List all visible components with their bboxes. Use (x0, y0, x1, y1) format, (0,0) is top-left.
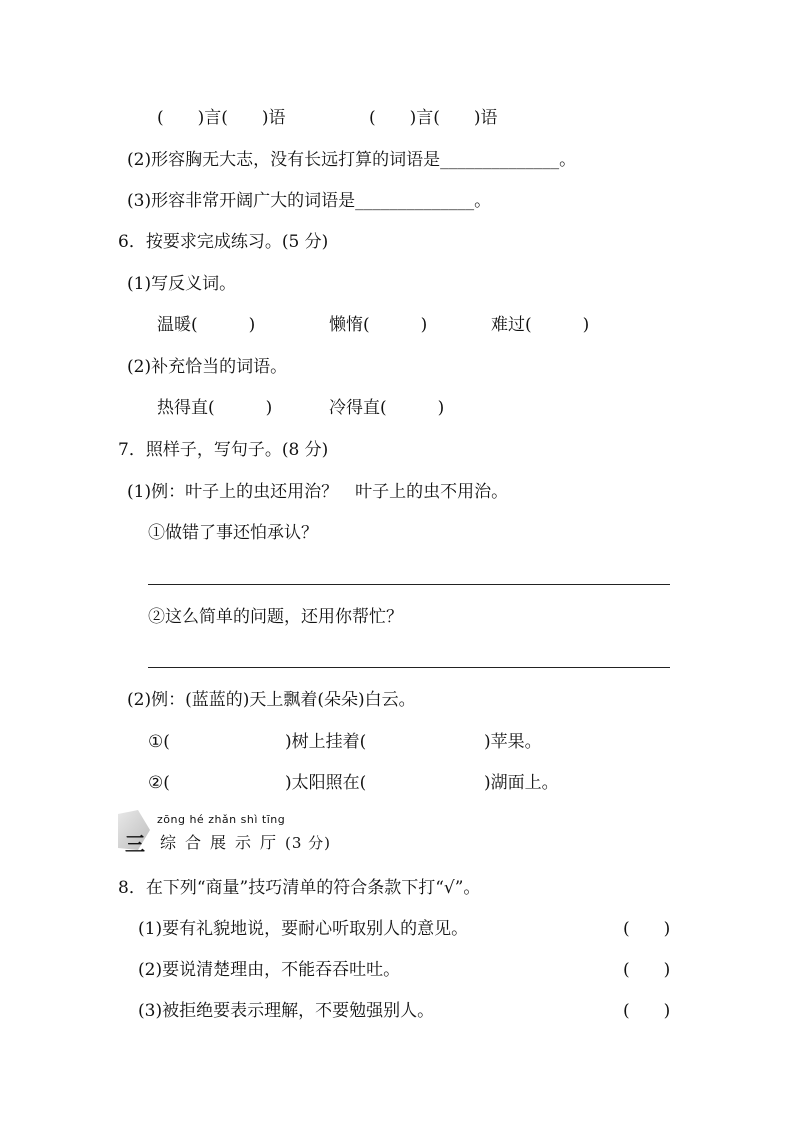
q7-sentence-2: ②这么简单的问题，还用你帮忙？ (148, 607, 403, 627)
section-title-text: 综合展示厅 (160, 833, 286, 852)
antonym-item: 温暖( ) (157, 315, 256, 335)
q6-title: 6．按要求完成练习。(5 分) (118, 232, 329, 252)
antonym-item: 难过( ) (491, 315, 590, 335)
q8-title: 8．在下列“商量”技巧清单的符合条款下打“√”。 (118, 878, 481, 898)
q7-title: 7．照样子，写句子。(8 分) (118, 440, 329, 460)
check-box[interactable]: ( ) (623, 919, 671, 939)
q5-item-3: (3)形容非常开阔广大的词语是______________。 (127, 191, 492, 211)
fill-open-paren: ②( (148, 773, 170, 793)
q7-example-2: (2)例：(蓝蓝的)天上飘着(朵朵)白云。 (127, 690, 416, 710)
section-title (160, 830, 331, 853)
checklist-item: (3)被拒绝要表示理解，不要勉强别人。 (138, 1001, 435, 1021)
fill-blank-right: ( )言( )语 (369, 108, 498, 128)
answer-line[interactable] (148, 584, 670, 585)
checklist-item: (1)要有礼貌地说，要耐心听取别人的意见。 (138, 919, 469, 939)
check-box[interactable]: ( ) (623, 1001, 671, 1021)
check-box[interactable]: ( ) (623, 960, 671, 980)
section-number: 三 (125, 832, 145, 856)
q6-sub-2: (2)补充恰当的词语。 (127, 357, 288, 377)
fill-blank-left: ( )言( )语 (157, 108, 286, 128)
checklist-item: (2)要说清楚理由，不能吞吞吐吐。 (138, 960, 401, 980)
fill-end-text: )苹果。 (484, 732, 542, 752)
q6-sub-1: (1)写反义词。 (127, 274, 237, 294)
fill-end-text: )湖面上。 (484, 773, 559, 793)
section-pinyin: zōng hé zhǎn shì tīng (157, 813, 286, 826)
fill-mid-text: )树上挂着( (285, 732, 367, 752)
antonym-item: 懒惰( ) (329, 315, 428, 335)
q5-item-2: (2)形容胸无大志，没有长远打算的词语是______________。 (127, 150, 577, 170)
answer-line[interactable] (148, 667, 670, 668)
fill-open-paren: ①( (148, 732, 170, 752)
phrase-item: 热得直( ) (157, 398, 273, 418)
q7-sentence-1: ①做错了事还怕承认？ (148, 523, 318, 543)
q7-example-1: (1)例：叶子上的虫还用治？ 叶子上的虫不用治。 (127, 482, 509, 502)
section-score: (3 分) (285, 834, 332, 852)
fill-mid-text: )太阳照在( (285, 773, 367, 793)
phrase-item: 冷得直( ) (329, 398, 445, 418)
